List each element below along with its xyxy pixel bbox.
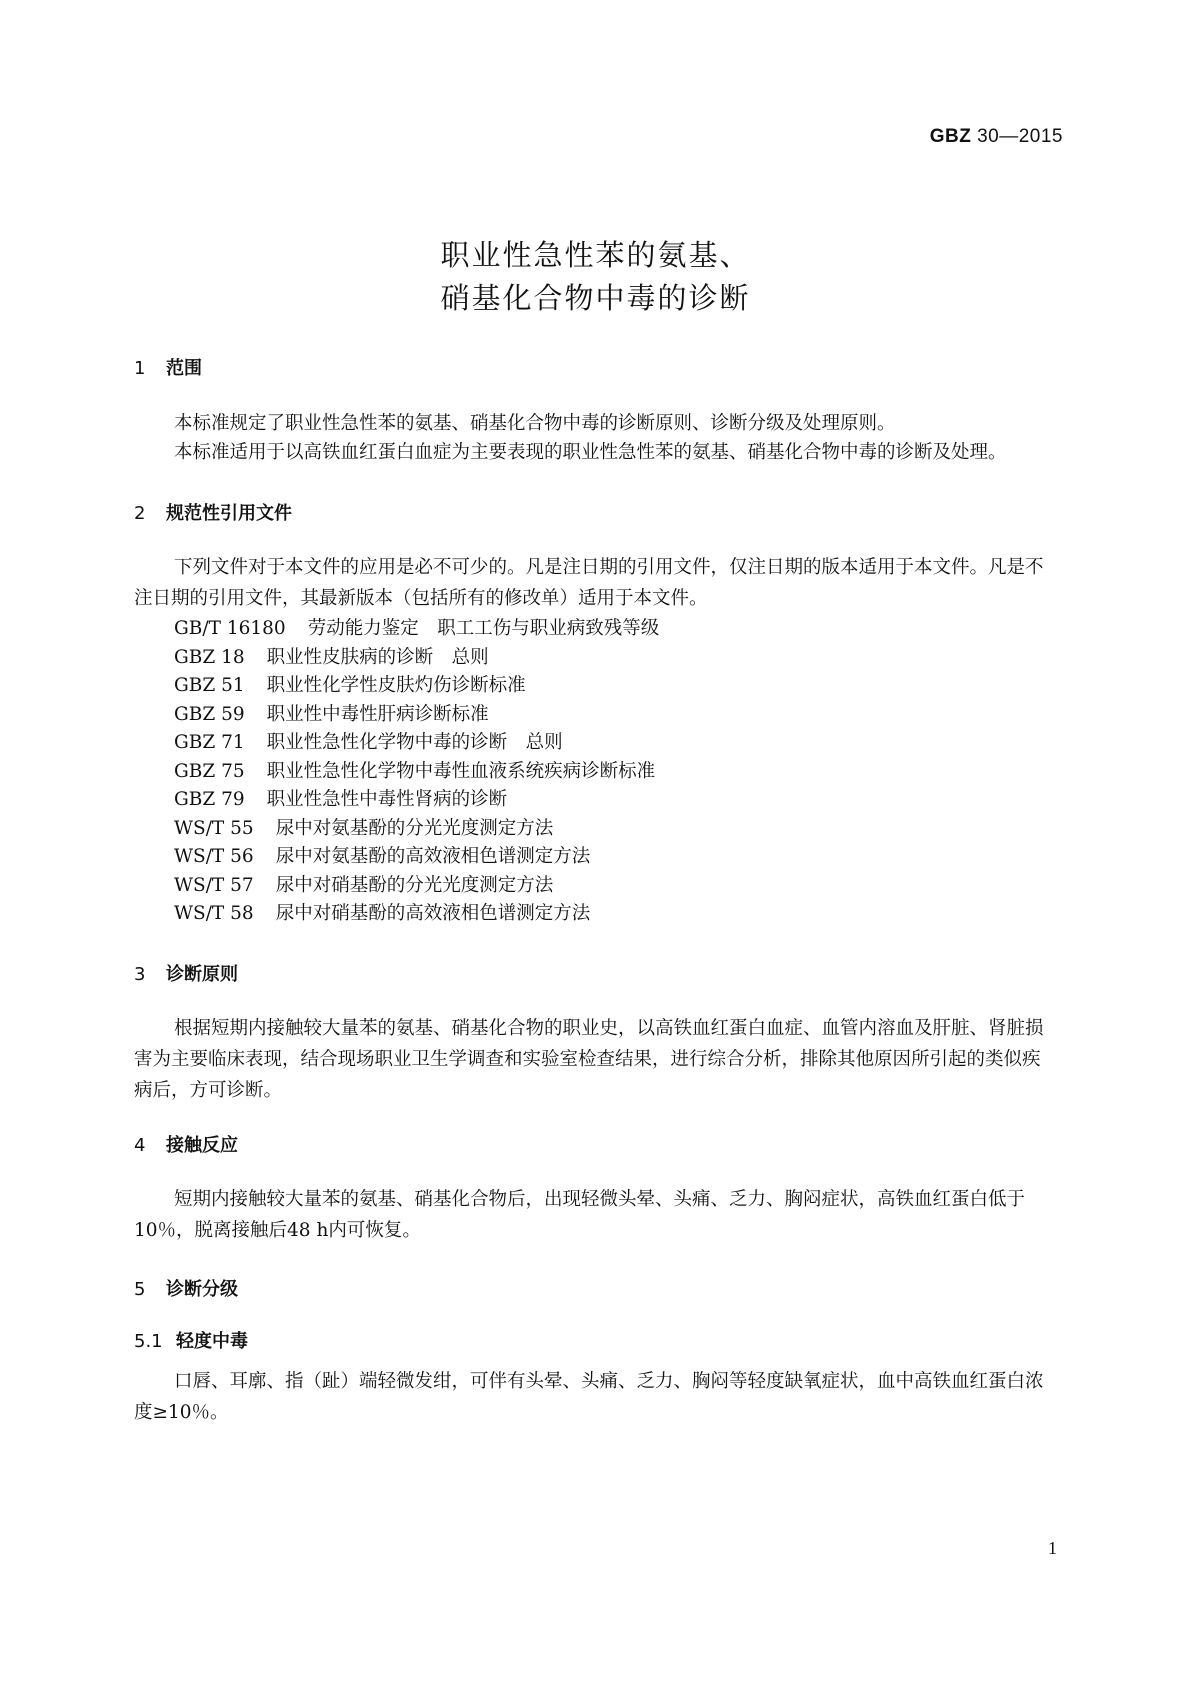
- section-title: 范围: [166, 358, 202, 379]
- reference-item: [174, 643, 489, 669]
- reference-code: GBZ 71: [174, 732, 245, 753]
- section-5-1-heading: [134, 1327, 248, 1353]
- reference-code: WS/T 55: [174, 818, 254, 839]
- document-title-line2: 硝基化合物中毒的诊断: [440, 281, 751, 315]
- section-3-heading: [134, 960, 238, 986]
- reference-title: 尿中对氨基酚的分光光度测定方法: [275, 818, 554, 839]
- section-2-intro: 下列文件对于本文件的应用是必不可少的。凡是注日期的引用文件，仅注日期的版本适用于本文件。凡是不注日期的引用文件，其最新版本（包括所有的修改单）适用于本文件。: [134, 557, 1044, 609]
- reference-title: 尿中对硝基酚的分光光度测定方法: [275, 875, 554, 896]
- reference-item: [174, 842, 590, 868]
- reference-title: 职业性急性化学物中毒的诊断 总则: [266, 732, 563, 753]
- reference-item: [174, 814, 553, 840]
- section-1-heading: [134, 354, 202, 380]
- section-title: 诊断分级: [166, 1279, 238, 1300]
- reference-code: WS/T 57: [174, 875, 254, 896]
- reference-code: GBZ 18: [174, 647, 245, 668]
- section-4-paragraph: 短期内接触较大量苯的氨基、硝基化合物后，出现轻微头晕、头痛、乏力、胸闷症状，高铁血红蛋白低于10％，脱离接触后48 h内可恢复。: [134, 1189, 1026, 1241]
- reference-item: [174, 899, 590, 925]
- section-1-paragraph-2: 本标准适用于以高铁血红蛋白血症为主要表现的职业性急性苯的氨基、硝基化合物中毒的诊断及处理。: [174, 442, 1007, 463]
- section-number: 5: [134, 1279, 146, 1300]
- standard-code-prefix: GBZ: [929, 126, 972, 147]
- section-5-heading: [134, 1275, 238, 1301]
- standard-code: [930, 126, 1063, 148]
- section-number: 2: [134, 503, 146, 524]
- section-number: 1: [134, 358, 146, 379]
- reference-item: [174, 671, 526, 697]
- reference-code: WS/T 56: [174, 846, 254, 867]
- reference-item: [174, 728, 563, 754]
- reference-code: GBZ 51: [174, 675, 245, 696]
- section-number: 5.1: [134, 1331, 163, 1352]
- reference-title: 劳动能力鉴定 职工工伤与职业病致残等级: [307, 618, 660, 639]
- reference-code: GB/T 16180: [174, 618, 286, 639]
- reference-item: [174, 785, 507, 811]
- reference-title: 职业性急性中毒性肾病的诊断: [266, 789, 508, 810]
- page-number: 1: [1048, 1538, 1057, 1558]
- section-title: 诊断原则: [166, 964, 238, 985]
- reference-item: [174, 614, 659, 640]
- section-3-paragraph: 根据短期内接触较大量苯的氨基、硝基化合物的职业史，以高铁血红蛋白血症、血管内溶血及肝脏、肾脏损害为主要临床表现，结合现场职业卫生学调查和实验室检查结果，进行综合分析，排除其他原因所引起的类似疾病后，方可诊断。: [134, 1018, 1044, 1101]
- document-title-line1: 职业性急性苯的氨基、: [440, 238, 751, 272]
- standard-code-number: 30—2015: [977, 126, 1063, 147]
- section-title: 接触反应: [166, 1135, 238, 1156]
- section-title: 规范性引用文件: [166, 503, 292, 524]
- section-title: 轻度中毒: [176, 1331, 248, 1352]
- section-4-heading: [134, 1131, 238, 1157]
- section-5-1-paragraph: 口唇、耳廓、指（趾）端轻微发绀，可伴有头晕、头痛、乏力、胸闷等轻度缺氧症状，血中高铁血红蛋白浓度≥10％。: [134, 1371, 1044, 1423]
- reference-item: [174, 700, 489, 726]
- reference-title: 尿中对硝基酚的高效液相色谱测定方法: [275, 903, 591, 924]
- reference-title: 职业性皮肤病的诊断 总则: [266, 647, 489, 668]
- section-2-heading: [134, 499, 292, 525]
- reference-code: WS/T 58: [174, 903, 254, 924]
- section-number: 3: [134, 964, 146, 985]
- section-1-paragraph-1: 本标准规定了职业性急性苯的氨基、硝基化合物中毒的诊断原则、诊断分级及处理原则。: [174, 413, 896, 434]
- reference-title: 职业性急性化学物中毒性血液系统疾病诊断标准: [266, 761, 656, 782]
- reference-item: [174, 757, 655, 783]
- reference-code: GBZ 75: [174, 761, 245, 782]
- section-number: 4: [134, 1135, 146, 1156]
- reference-item: [174, 871, 553, 897]
- reference-title: 职业性化学性皮肤灼伤诊断标准: [266, 675, 526, 696]
- reference-title: 尿中对氨基酚的高效液相色谱测定方法: [275, 846, 591, 867]
- reference-title: 职业性中毒性肝病诊断标准: [266, 704, 489, 725]
- reference-code: GBZ 59: [174, 704, 245, 725]
- reference-code: GBZ 79: [174, 789, 245, 810]
